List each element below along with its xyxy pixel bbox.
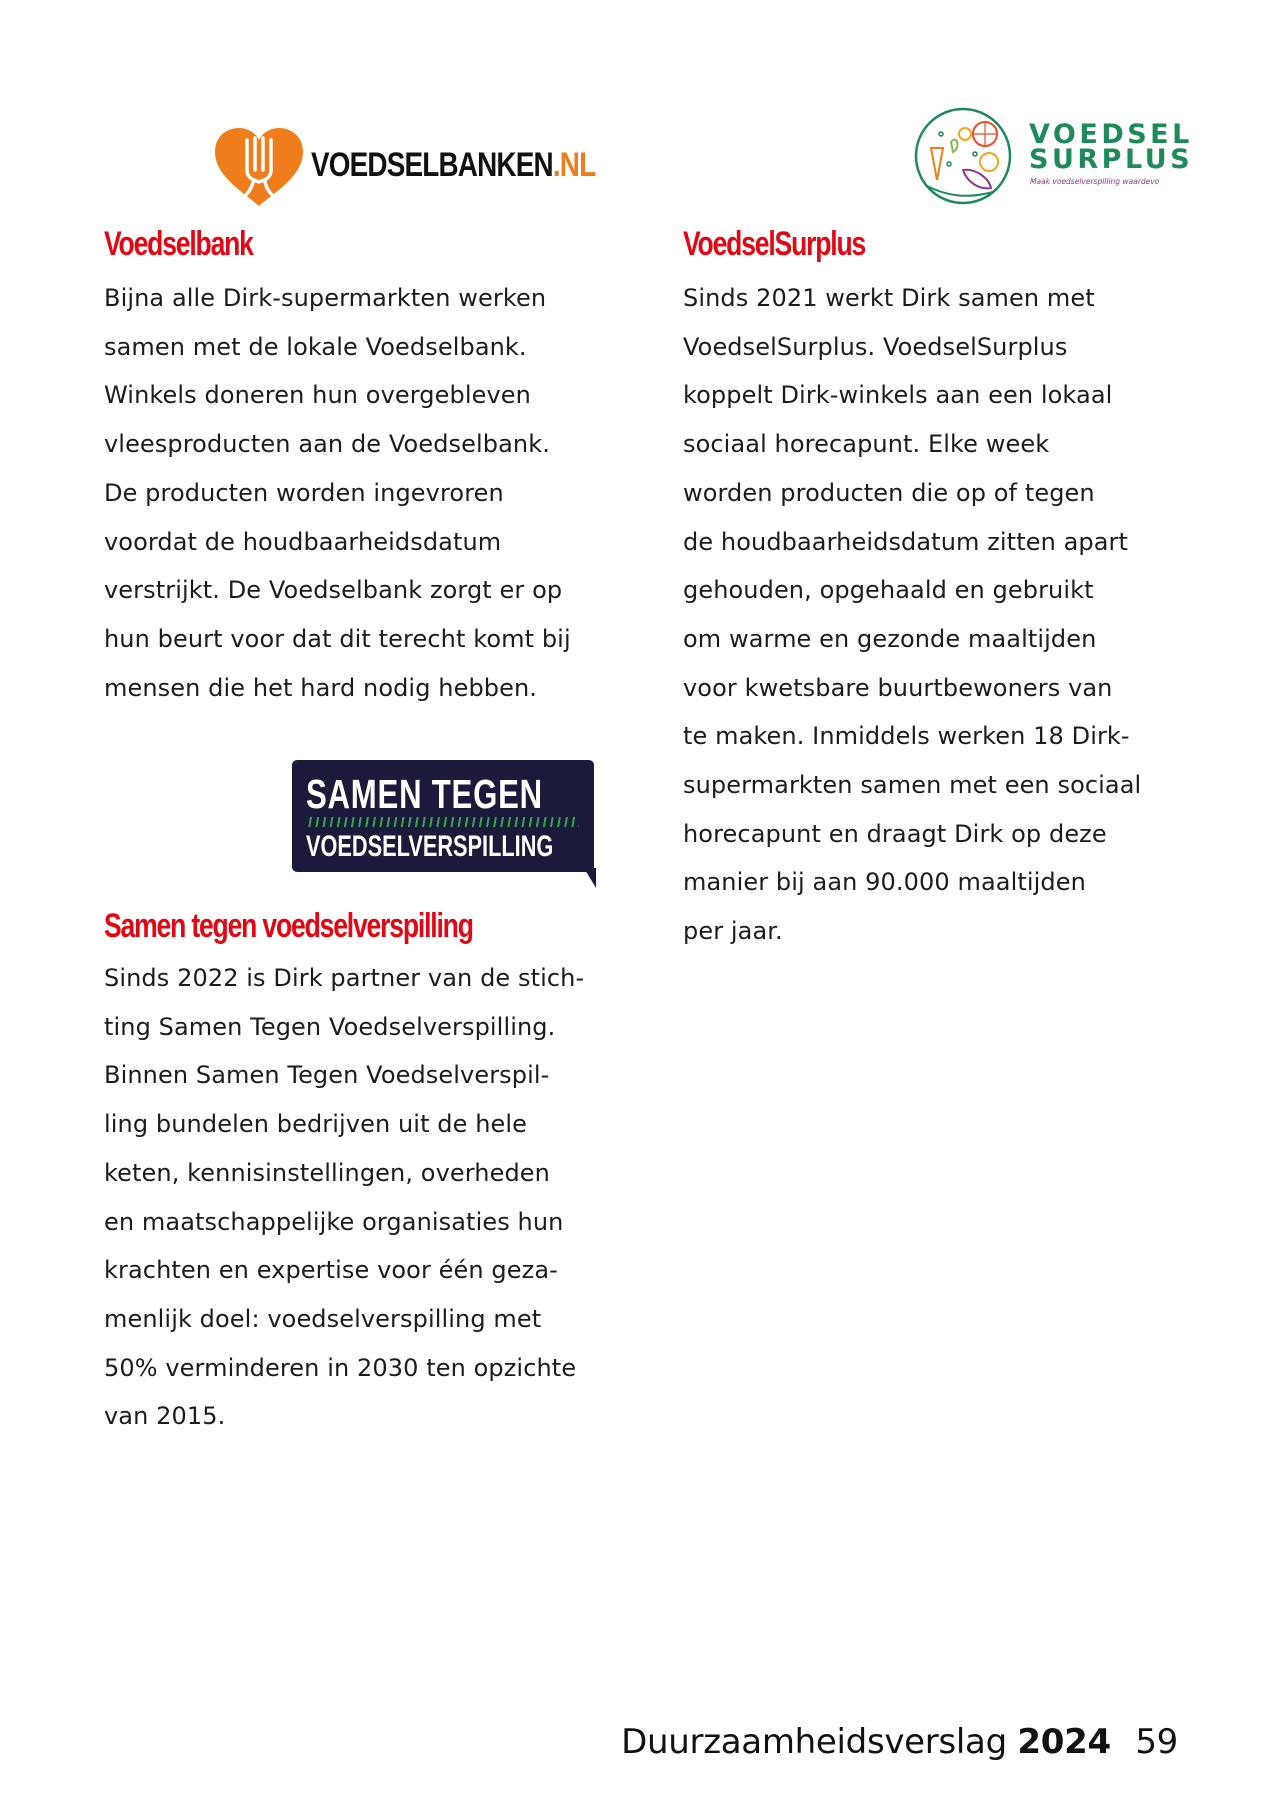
green-dash-divider bbox=[307, 817, 579, 827]
page-footer bbox=[621, 1722, 1178, 1762]
voedselsurplus-tagline: Maak voedselverspilling waardevo bbox=[1030, 177, 1160, 186]
section-heading-voedselbank: Voedselbank bbox=[104, 225, 253, 263]
section-heading-voedselsurplus: VoedselSurplus bbox=[683, 225, 866, 263]
samen-tegen-voedselverspilling-logo: SAMEN TEGEN VOEDSELVERSPILLING bbox=[292, 760, 599, 890]
voedselsurplus-logo bbox=[913, 104, 1194, 210]
report-year: 2024 bbox=[1017, 1722, 1111, 1762]
heart-fork-icon bbox=[213, 126, 305, 208]
page-number: 59 bbox=[1135, 1722, 1178, 1762]
section-body-voedselbank: Bijna alle Dirk-supermarkten werken samen met de lokale Voedselbank. Winkels doneren hun overgebleven vleesproducten aan de Voedselbank. De producten worden ingevroren voordat de houdbaarheidsdatum verstrijkt. De Voedselbank zorgt er op hun beurt voor dat dit terecht komt bij mensen die het hard nodig hebben. bbox=[104, 284, 571, 702]
vegetables-circle-icon bbox=[913, 104, 1015, 208]
voedselbanken-wordmark: VOEDSELBANKEN.NL bbox=[311, 146, 596, 184]
report-title: Duurzaamheidsverslag bbox=[621, 1722, 1007, 1762]
section-body-samen-tegen: Sinds 2022 is Dirk partner van de stich- ting Samen Tegen Voedselverspilling. Binnen Samen Tegen Voedselverspil- ling bundelen bedrijven uit de hele keten, kennisinstellingen, overheden en maatschappelijke organisaties hun krachten en expertise voor één geza- menlijk doel: voedselverspilling met 50% verminderen in 2030 ten opzichte van 2015. bbox=[104, 964, 585, 1431]
section-body-voedselsurplus: Sinds 2021 werkt Dirk samen met VoedselSurplus. VoedselSurplus koppelt Dirk-winkels aan een lokaal sociaal horecapunt. Elke week worden producten die op of tegen de houdbaarheidsdatum zitten apart gehouden, opgehaald en gebruikt om warme en gezonde maaltijden voor kwetsbare buurtbewoners van te maken. Inmiddels werken 18 Dirk- supermarkten samen met een sociaal horecapunt en draagt Dirk op deze manier bij aan 90.000 maaltijden per jaar. bbox=[683, 284, 1142, 946]
voedselbanken-logo bbox=[213, 124, 603, 208]
voedselsurplus-wordmark: VOEDSEL SURPLUS bbox=[1029, 119, 1194, 175]
section-heading-samen-tegen: Samen tegen voedselverspilling bbox=[104, 907, 473, 945]
